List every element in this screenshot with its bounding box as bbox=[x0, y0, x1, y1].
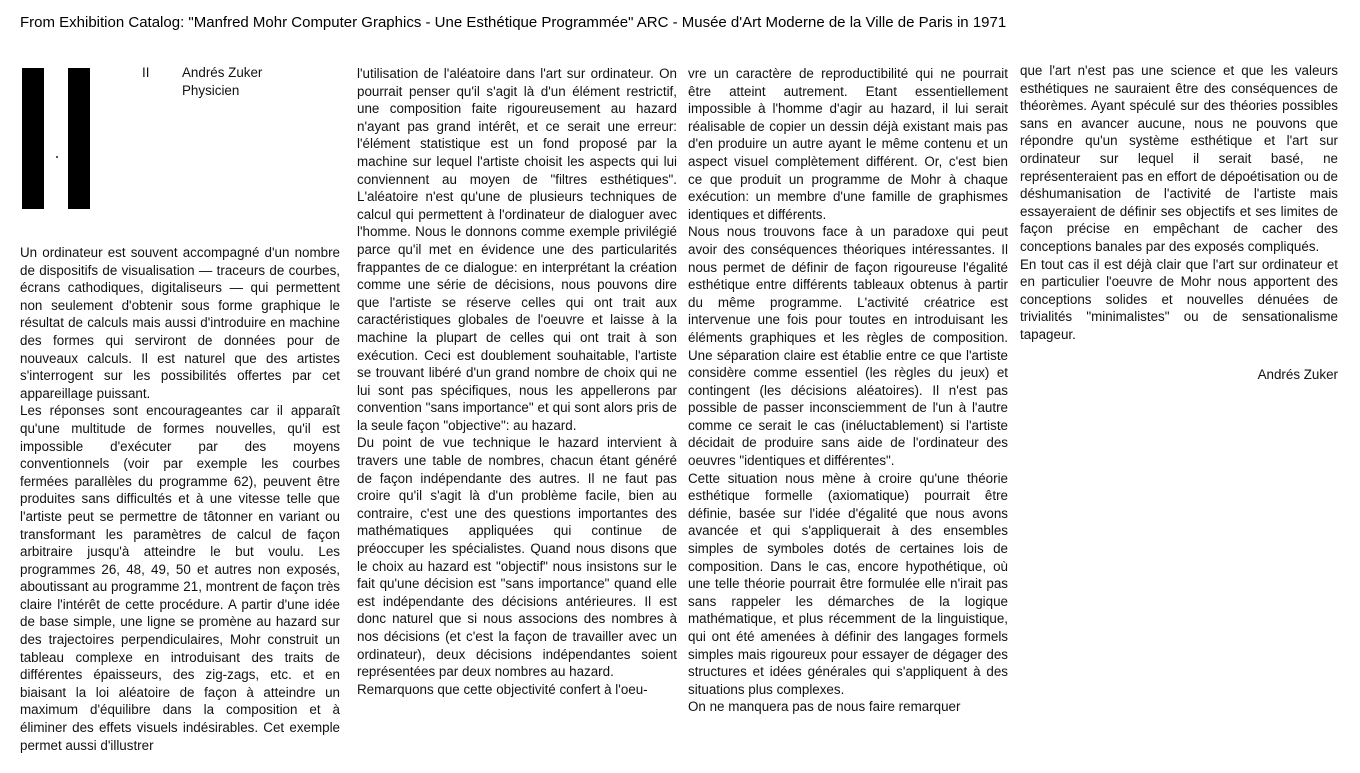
paragraph: vre un caractère de reproductibilité qui ne pourrait être atteint autrement. Etant essentiellement impossible à l'homme d'agir au hazard, il lui serait réalisable de copier un dessin déjà existant mais pas d'en produire un autre ayant le même contenu et un aspect visuel complètement différent. Or, c'est bien ce que produit un programme de Mohr à chaque exécution: un membre d'une famille de graphismes identiques et différents. bbox=[688, 66, 1008, 222]
author-heading bbox=[142, 64, 262, 100]
paragraph: Nous nous trouvons face à un paradoxe qui peut avoir des conséquences théoriques intéressantes. Il nous permet de définir de façon rigoureuse l'égalité esthétique entre différents tableaux obtenus à partir du même programme. L'activité créatrice est intervenue une fois pour toutes en introduisant les éléments graphiques et les règles de composition. Une séparation claire est établie entre ce que l'artiste considère comme essentiel (les règles du jeux) et contingent (les décisions aléatoires). Il n'est pas possible de passer inconsciemment de l'un à l'autre comme ce serait le cas (inéluctablement) si l'artiste décidait de produire sans aide de l'ordinateur des oeuvres "identiques et différentes". bbox=[688, 224, 1008, 469]
paragraph: Du point de vue technique le hazard intervient à travers une table de nombres, chacun étant généré de façon indépendante des autres. Il ne faut pas croire qu'il s'agit là d'un problème facile, bien au contraire, c'est une des questions importantes des mathématiques appliquées qui continue de préoccuper les spécialistes. Quand nous disons que le choix au hazard est "objectif" nous insistons sur le fait qu'une décision est "sans importance" quand elle est indépendante des décisions antérieures. Il est donc naturel que si nous associons des nombres à nos décisions (et c'est la façon de travailler avec un ordinateur), deux décisions indépendantes soient représentées par deux nombres au hazard. bbox=[357, 435, 677, 680]
roman-bar-left bbox=[22, 68, 44, 209]
text-column-3 bbox=[688, 65, 1008, 716]
signature: Andrés Zuker bbox=[1257, 366, 1338, 382]
text-column-1 bbox=[20, 244, 340, 754]
paragraph: Les réponses sont encourageantes car il apparaît qu'une multitude de formes nouvelles, qu'il est impossible d'exécuter par des moyens conventionnels (voir par exemple les courbes fermées parallèles du programme 62), peuvent être produites sans difficultés et à une vitesse telle que l'artiste peut se permettre de tâtonner en variant ou transformant les paramètres de calcul de façon arbitraire jusqu'à atteindre le but voulu. Les programmes 26, 48, 49, 50 et autres non exposés, aboutissant au programme 21, montrent de façon très claire l'intérêt de cette procédure. A partir d'une idée de base simple, une ligne se promène au hazard sur des trajectoires perpendiculaires, Mohr construit un tableau complexe en introduisant des traits de différentes épaisseurs, des zig-zags, etc. et en biaisant la loi aléatoire de façon à atteindre un maximum d'équilibre dans la composition et à éliminer des effets visuels indésirables. Cet exemple permet aussi d'illustrer bbox=[20, 403, 340, 753]
paragraph: l'utilisation de l'aléatoire dans l'art sur ordinateur. On pourrait penser qu'il s'agit là d'un élément restrictif, une composition faite rigoureusement au hazard n'ayant pas grand intérêt, et ce serait une erreur: l'élément statistique est un fond proposé par la machine sur lequel l'artiste choisit les aspects qui lui conviennent au moyen de "filtres esthétiques". L'aléatoire n'est qu'une de plusieurs techniques de calcul qui permettent à l'ordinateur de dialoguer avec l'homme. Nous le donnons comme exemple privilégié parce qu'il met en évidence une des particularités frappantes de ce dialogue: en interprétant la création comme une série de décisions, nous pouvons dire que l'artiste se réserve celles qui ont trait aux caractéristiques globales de l'oeuvre et laisse à la machine la plupart de celles qui ont trait à son exécution. Ceci est doublement souhaitable, l'artiste se trouvant libéré d'un grand nombre de choix qui ne lui sont pas spécifiques, nous les appellerons par convention "sans importance" et qui sont alors pris de la seule façon "objective": au hazard. bbox=[357, 66, 677, 433]
author-role: Physicien bbox=[182, 83, 240, 98]
paragraph: En tout cas il est déjà clair que l'art sur ordinateur et en particulier l'oeuvre de Mohr nous apportent des conceptions solides et nouvelles dénuées de trivialités "minimalistes" ou de sensationalisme tapageur. bbox=[1020, 256, 1338, 342]
paragraph: Remarquons que cette objectivité confert à l'oeu- bbox=[357, 681, 648, 697]
roman-bar-right bbox=[68, 68, 90, 209]
paragraph: Un ordinateur est souvent accompagné d'un nombre de dispositifs de visualisation — traceurs de courbes, écrans cathodiques, digitaliseurs — qui permettent non seulement d'obtenir sous forme graphique le résultat de calculs mais aussi d'introduire en machine des formes qui serviront de données pour de nouveaux calculs. Il est naturel que des artistes s'interrogent sur les possibilités offertes par cet appareillage puissant. bbox=[20, 245, 340, 401]
catalog-caption: From Exhibition Catalog: "Manfred Mohr Computer Graphics - Une Esthétique Programmée" ARC - Musée d'Art Moderne de la Ville de Paris in 1971 bbox=[20, 14, 1007, 31]
speck bbox=[56, 156, 58, 158]
paragraph: que l'art n'est pas une science et que les valeurs esthétiques ne sauraient être des conséquences de théorèmes. Ayant spéculé sur des théories possibles sans en avancer aucune, nous ne pouvons que répondre qu'un système esthétique et l'art sur ordinateur sur lequel il serait basé, ne représenteraient pas en effort de dépoétisation ou de déshumanisation de l'activité de l'artiste mais essayeraient de définir ses objectifs et ses limites de façon précise en empêchant de cacher des conceptions banales par des exposés compliqués. bbox=[1020, 63, 1338, 254]
paragraph: Cette situation nous mène à croire qu'une théorie esthétique formelle (axiomatique) pourrait être définie, basée sur l'idée d'égalité que nous avons avancée et qui s'appliquerait à des ensembles simples de symboles dotés de certaines lois de composition. Dans le cas, encore hypothétique, où une telle théorie pourrait être formulée elle n'irait pas sans rappeler les démarches de la logique mathématique, et plus récemment de la linguistique, qui ont été amenées à définir des langages formels simples mais rigoureux pour essayer de dégager des structures et idées générales qui s'appliquent à des situations plus complexes. bbox=[688, 470, 1008, 697]
author-name: Andrés Zuker bbox=[182, 65, 263, 80]
text-column-2 bbox=[357, 65, 677, 698]
paragraph: On ne manquera pas de nous faire remarquer bbox=[688, 699, 961, 715]
section-number: II bbox=[142, 65, 150, 80]
text-column-4 bbox=[1020, 62, 1338, 383]
